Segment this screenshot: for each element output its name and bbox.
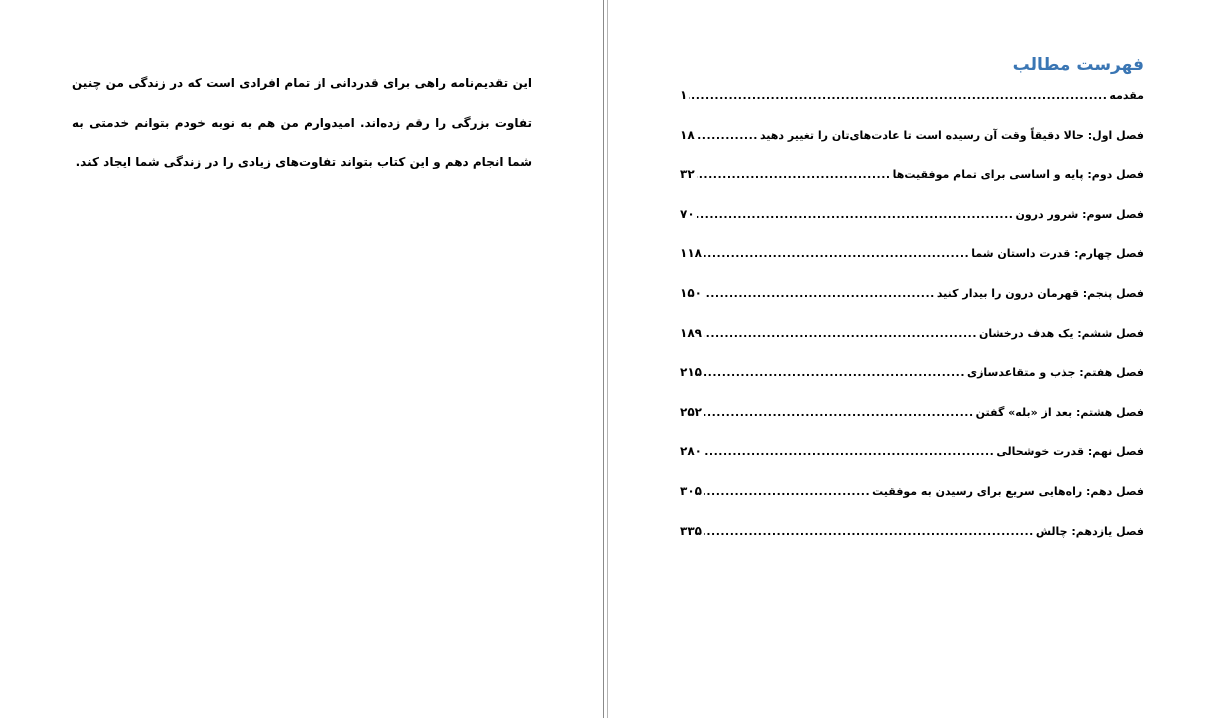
toc-leader-dots xyxy=(704,406,974,419)
toc-entry-title: مقدمه xyxy=(1109,89,1144,102)
toc-entry-chapter-4[interactable] xyxy=(680,246,1144,286)
left-page xyxy=(0,0,602,718)
toc-entry-page: ۲۱۵ xyxy=(680,365,702,380)
toc-entry-title: فصل اول: حالا دقیقاً وقت آن رسیده است تا عادت‌های‌تان را تغییر دهید xyxy=(759,128,1144,142)
toc-entry-page: ۲۸۰ xyxy=(680,444,702,459)
toc-entry-page: ۱۸ xyxy=(680,127,695,142)
toc-leader-dots xyxy=(704,366,965,379)
toc-list xyxy=(680,88,1144,563)
toc-entry-page: ۳۰۵ xyxy=(680,483,702,498)
dedication-text: این تقدیم‌نامه راهی برای قدردانی از تمام افرادی است که در زندگی من چنین تفاوت بزرگی را رقم زده‌اند. امیدوارم من هم به نوبه خودم بتوانم خدمتی به شما انجام دهم و این کتاب بتواند تفاوت‌های زیادی را در زندگی شما ایجاد کند. xyxy=(72,76,532,169)
toc-entry-chapter-6[interactable] xyxy=(680,326,1144,366)
gutter-divider-right xyxy=(607,0,608,718)
toc-entry-introduction[interactable] xyxy=(680,88,1144,128)
toc-leader-dots xyxy=(704,247,969,260)
toc-entry-chapter-5[interactable] xyxy=(680,286,1144,326)
toc-entry-chapter-1[interactable] xyxy=(680,128,1144,168)
toc-leader-dots xyxy=(689,89,1107,102)
toc-entry-page: ۳۳۵ xyxy=(680,523,702,538)
toc-entry-title: فصل پنجم: قهرمان درون را بیدار کنید xyxy=(936,286,1144,300)
toc-leader-dots xyxy=(697,129,758,142)
right-page xyxy=(610,0,1208,718)
toc-title: فهرست مطالب xyxy=(1012,55,1144,75)
toc-leader-dots xyxy=(704,327,977,340)
page-gutter xyxy=(602,0,610,718)
toc-leader-dots xyxy=(704,287,935,300)
toc-entry-title: فصل یازدهم: چالش xyxy=(1035,524,1144,538)
toc-leader-dots xyxy=(704,525,1034,538)
toc-entry-title: فصل هشتم: بعد از «بله» گفتن xyxy=(975,405,1144,419)
toc-entry-chapter-2[interactable] xyxy=(680,167,1144,207)
toc-leader-dots xyxy=(704,485,870,498)
toc-entry-title: فصل دهم: راه‌هایی سریع برای رسیدن به موفقیت xyxy=(872,484,1144,498)
gutter-divider-left xyxy=(603,0,604,718)
toc-entry-chapter-10[interactable] xyxy=(680,484,1144,524)
toc-entry-title: فصل چهارم: قدرت داستان شما xyxy=(971,247,1144,261)
toc-entry-title: فصل هفتم: جذب و متقاعدسازی xyxy=(967,366,1144,380)
toc-entry-page: ۱۸۹ xyxy=(680,325,702,340)
toc-entry-title: فصل سوم: شرور درون xyxy=(1015,207,1144,221)
toc-entry-chapter-11[interactable] xyxy=(680,524,1144,564)
toc-entry-page: ۱۱۸ xyxy=(680,246,702,261)
toc-entry-title: فصل دوم: پایه و اساسی برای تمام موفقیت‌ها xyxy=(892,168,1144,182)
toc-entry-title: فصل ششم: یک هدف درخشان xyxy=(979,326,1144,340)
toc-leader-dots xyxy=(697,168,891,181)
toc-leader-dots xyxy=(704,445,994,458)
toc-leader-dots xyxy=(697,208,1014,221)
toc-entry-title: فصل نهم: قدرت خوشحالی xyxy=(996,445,1144,459)
toc-entry-chapter-8[interactable] xyxy=(680,405,1144,445)
toc-entry-page: ۱ xyxy=(680,88,688,102)
toc-entry-page: ۲۵۲ xyxy=(680,404,702,419)
toc-entry-page: ۷۰ xyxy=(680,206,695,221)
toc-entry-chapter-3[interactable] xyxy=(680,207,1144,247)
toc-entry-page: ۳۲ xyxy=(680,167,695,182)
toc-entry-chapter-9[interactable] xyxy=(680,444,1144,484)
toc-entry-chapter-7[interactable] xyxy=(680,365,1144,405)
toc-entry-page: ۱۵۰ xyxy=(680,285,702,300)
